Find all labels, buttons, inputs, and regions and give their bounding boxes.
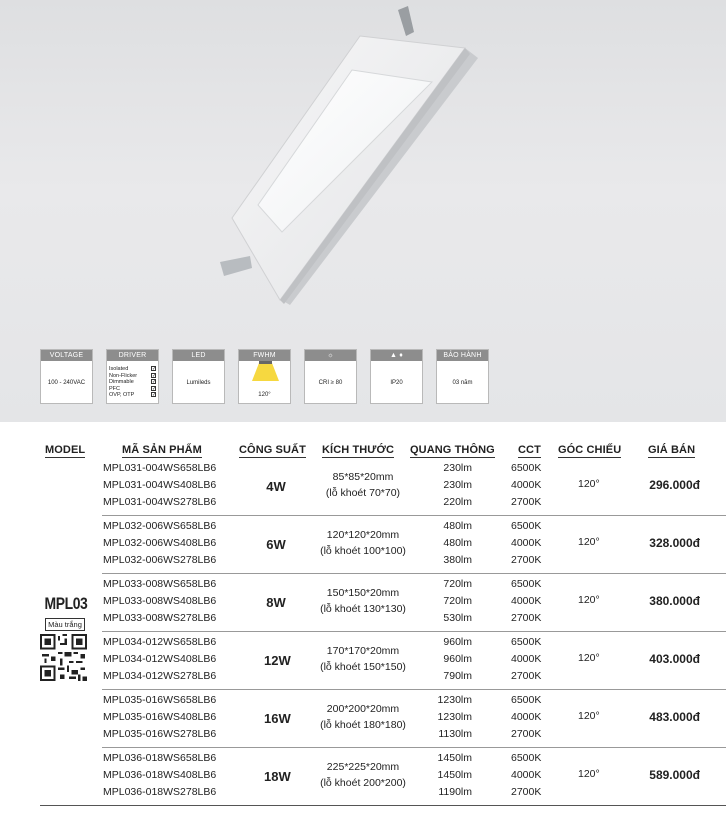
power-value: 4W bbox=[266, 479, 286, 494]
lumen-value: 720lm bbox=[443, 578, 472, 590]
sku-code: MPL032-006WS408LB6 bbox=[103, 537, 217, 549]
cct-value: 4000K bbox=[511, 711, 542, 723]
beam-angle-value: 120° bbox=[578, 536, 600, 548]
spec-value: 100 - 240VAC bbox=[47, 380, 86, 386]
spec-warranty bbox=[436, 349, 489, 404]
size-value bbox=[313, 469, 413, 501]
sku-code: MPL031-004WS408LB6 bbox=[103, 479, 217, 491]
power-value: 12W bbox=[264, 653, 291, 668]
lumen-value: 230lm bbox=[443, 462, 472, 474]
sku-code: MPL031-004WS278LB6 bbox=[103, 496, 217, 508]
lumen-value: 1230lm bbox=[437, 694, 472, 706]
sku-code: MPL035-016WS408LB6 bbox=[103, 711, 217, 723]
sku-code: MPL032-006WS658LB6 bbox=[103, 520, 217, 532]
check-icon: ✓ bbox=[152, 385, 157, 392]
driver-feature: Isolated bbox=[109, 366, 129, 372]
cct-value: 6500K bbox=[511, 752, 542, 764]
cct-value: 6500K bbox=[511, 462, 542, 474]
check-icon: ✓ bbox=[152, 379, 157, 386]
sku-code: MPL034-012WS278LB6 bbox=[103, 670, 217, 682]
spec-title: BẢO HÀNH bbox=[437, 350, 488, 361]
sku-code: MPL033-008WS408LB6 bbox=[103, 595, 217, 607]
sku-code: MPL034-012WS658LB6 bbox=[103, 636, 217, 648]
header-size: KÍCH THƯỚC bbox=[322, 444, 395, 456]
cct-value: 6500K bbox=[511, 520, 542, 532]
spec-led bbox=[172, 349, 225, 404]
cutout-size: (lỗ khoét 150*150) bbox=[320, 661, 406, 673]
sku-code: MPL036-018WS278LB6 bbox=[103, 786, 217, 798]
cct-value: 2700K bbox=[511, 786, 542, 798]
beam-angle-value: 120° bbox=[578, 768, 600, 780]
product-group bbox=[40, 748, 726, 806]
water-drop-icon: ▲ ♦ bbox=[371, 350, 422, 361]
spec-fwhm bbox=[238, 349, 291, 404]
spec-driver bbox=[106, 349, 159, 404]
size-value bbox=[313, 759, 413, 791]
spec-voltage bbox=[40, 349, 93, 404]
beam-angle-value: 120° bbox=[578, 594, 600, 606]
product-group bbox=[40, 574, 726, 632]
beam-angle-icon bbox=[239, 361, 292, 383]
cct-value: 4000K bbox=[511, 537, 542, 549]
product-group bbox=[40, 516, 726, 574]
driver-feature: OVP, OTP bbox=[109, 392, 135, 399]
header-price: GIÁ BÁN bbox=[648, 444, 696, 456]
spec-value: IP20 bbox=[390, 380, 403, 386]
power-value: 18W bbox=[264, 769, 291, 784]
check-icon: ✓ bbox=[152, 366, 157, 372]
check-icon: ✓ bbox=[152, 372, 157, 379]
cct-value: 2700K bbox=[511, 554, 542, 566]
spec-cri bbox=[304, 349, 357, 404]
driver-feature: Dimmable bbox=[109, 379, 134, 386]
lumen-value: 1450lm bbox=[437, 752, 472, 764]
sku-code: MPL036-018WS408LB6 bbox=[103, 769, 217, 781]
lumen-value: 480lm bbox=[443, 520, 472, 532]
beam-angle-value: 120° bbox=[578, 710, 600, 722]
sun-icon: ☼ bbox=[305, 350, 356, 361]
spec-title: LED bbox=[173, 350, 224, 361]
size-value bbox=[313, 643, 413, 675]
header-cct: CCT bbox=[518, 444, 541, 456]
driver-features bbox=[109, 366, 156, 399]
cct-value: 4000K bbox=[511, 479, 542, 491]
cutout-size: (lỗ khoét 200*200) bbox=[320, 777, 406, 789]
header-sku: MÃ SẢN PHẨM bbox=[122, 444, 202, 456]
sku-code: MPL033-008WS278LB6 bbox=[103, 612, 217, 624]
sku-code: MPL036-018WS658LB6 bbox=[103, 752, 217, 764]
model-color: Màu trắng bbox=[45, 618, 85, 631]
header-angle: GÓC CHIẾU bbox=[558, 444, 622, 456]
cct-value: 4000K bbox=[511, 595, 542, 607]
spec-value: 03 năm bbox=[452, 380, 473, 386]
product-group bbox=[40, 690, 726, 748]
cct-value: 2700K bbox=[511, 612, 542, 624]
size-dimensions: 225*225*20mm bbox=[326, 761, 400, 773]
lumen-value: 230lm bbox=[443, 479, 472, 491]
spec-title: FWHM bbox=[239, 350, 290, 361]
cct-value: 4000K bbox=[511, 653, 542, 665]
spec-value: 120° bbox=[258, 392, 271, 398]
lumen-value: 380lm bbox=[443, 554, 472, 566]
cutout-size: (lỗ khoét 180*180) bbox=[320, 719, 406, 731]
product-group bbox=[40, 458, 726, 516]
sku-code: MPL031-004WS658LB6 bbox=[103, 462, 217, 474]
spec-icons bbox=[40, 349, 489, 404]
spec-title: VOLTAGE bbox=[41, 350, 92, 361]
cutout-size: (lỗ khoét 70*70) bbox=[325, 487, 401, 499]
power-value: 16W bbox=[264, 711, 291, 726]
lumen-value: 1190lm bbox=[438, 786, 472, 798]
lumen-value: 1130lm bbox=[438, 728, 472, 740]
header-model: MODEL bbox=[45, 444, 86, 456]
check-icon: ✓ bbox=[152, 392, 157, 399]
spec-ip bbox=[370, 349, 423, 404]
product-group bbox=[40, 632, 726, 690]
price-value: 403.000đ bbox=[649, 652, 700, 666]
lumen-value: 1450lm bbox=[437, 769, 472, 781]
cct-value: 6500K bbox=[511, 694, 542, 706]
cutout-size: (lỗ khoét 130*130) bbox=[320, 603, 406, 615]
sku-code: MPL032-006WS278LB6 bbox=[103, 554, 217, 566]
lumen-value: 220lm bbox=[443, 496, 472, 508]
cct-value: 6500K bbox=[511, 578, 542, 590]
beam-angle-value: 120° bbox=[578, 478, 600, 490]
size-dimensions: 170*170*20mm bbox=[326, 645, 400, 657]
cct-value: 4000K bbox=[511, 769, 542, 781]
sku-code: MPL034-012WS408LB6 bbox=[103, 653, 217, 665]
sku-code: MPL035-016WS658LB6 bbox=[103, 694, 217, 706]
size-dimensions: 85*85*20mm bbox=[332, 471, 394, 483]
price-value: 296.000đ bbox=[649, 478, 700, 492]
header-lumen: QUANG THÔNG bbox=[410, 444, 495, 456]
header-power: CÔNG SUẤT bbox=[239, 444, 306, 456]
row-divider bbox=[40, 805, 726, 806]
sku-code: MPL035-016WS278LB6 bbox=[103, 728, 217, 740]
cct-value: 2700K bbox=[511, 670, 542, 682]
price-value: 328.000đ bbox=[649, 536, 700, 550]
size-value bbox=[313, 701, 413, 733]
cct-value: 6500K bbox=[511, 636, 542, 648]
lumen-value: 960lm bbox=[443, 636, 472, 648]
lumen-value: 720lm bbox=[443, 595, 472, 607]
power-value: 8W bbox=[266, 595, 286, 610]
size-value bbox=[313, 585, 413, 617]
price-value: 380.000đ bbox=[649, 594, 700, 608]
lumen-value: 960lm bbox=[443, 653, 472, 665]
size-dimensions: 120*120*20mm bbox=[326, 529, 400, 541]
power-value: 6W bbox=[266, 537, 286, 552]
lumen-value: 1230lm bbox=[437, 711, 472, 723]
sku-code: MPL033-008WS658LB6 bbox=[103, 578, 217, 590]
driver-feature: Non-Flicker bbox=[109, 372, 138, 379]
cct-value: 2700K bbox=[511, 728, 542, 740]
cutout-size: (lỗ khoét 100*100) bbox=[320, 545, 406, 557]
driver-feature: PFC bbox=[109, 385, 120, 392]
model-name: MPL03 bbox=[44, 594, 88, 613]
cct-value: 2700K bbox=[511, 496, 542, 508]
lumen-value: 530lm bbox=[443, 612, 472, 624]
spec-value: Lumileds bbox=[186, 380, 211, 386]
spec-title: DRIVER bbox=[107, 350, 158, 361]
size-dimensions: 200*200*20mm bbox=[326, 703, 400, 715]
beam-angle-value: 120° bbox=[578, 652, 600, 664]
price-value: 483.000đ bbox=[649, 710, 700, 724]
price-value: 589.000đ bbox=[649, 768, 700, 782]
size-dimensions: 150*150*20mm bbox=[326, 587, 400, 599]
spec-value: CRI ≥ 80 bbox=[318, 380, 343, 386]
lumen-value: 480lm bbox=[443, 537, 472, 549]
size-value bbox=[313, 527, 413, 559]
lumen-value: 790lm bbox=[443, 670, 472, 682]
